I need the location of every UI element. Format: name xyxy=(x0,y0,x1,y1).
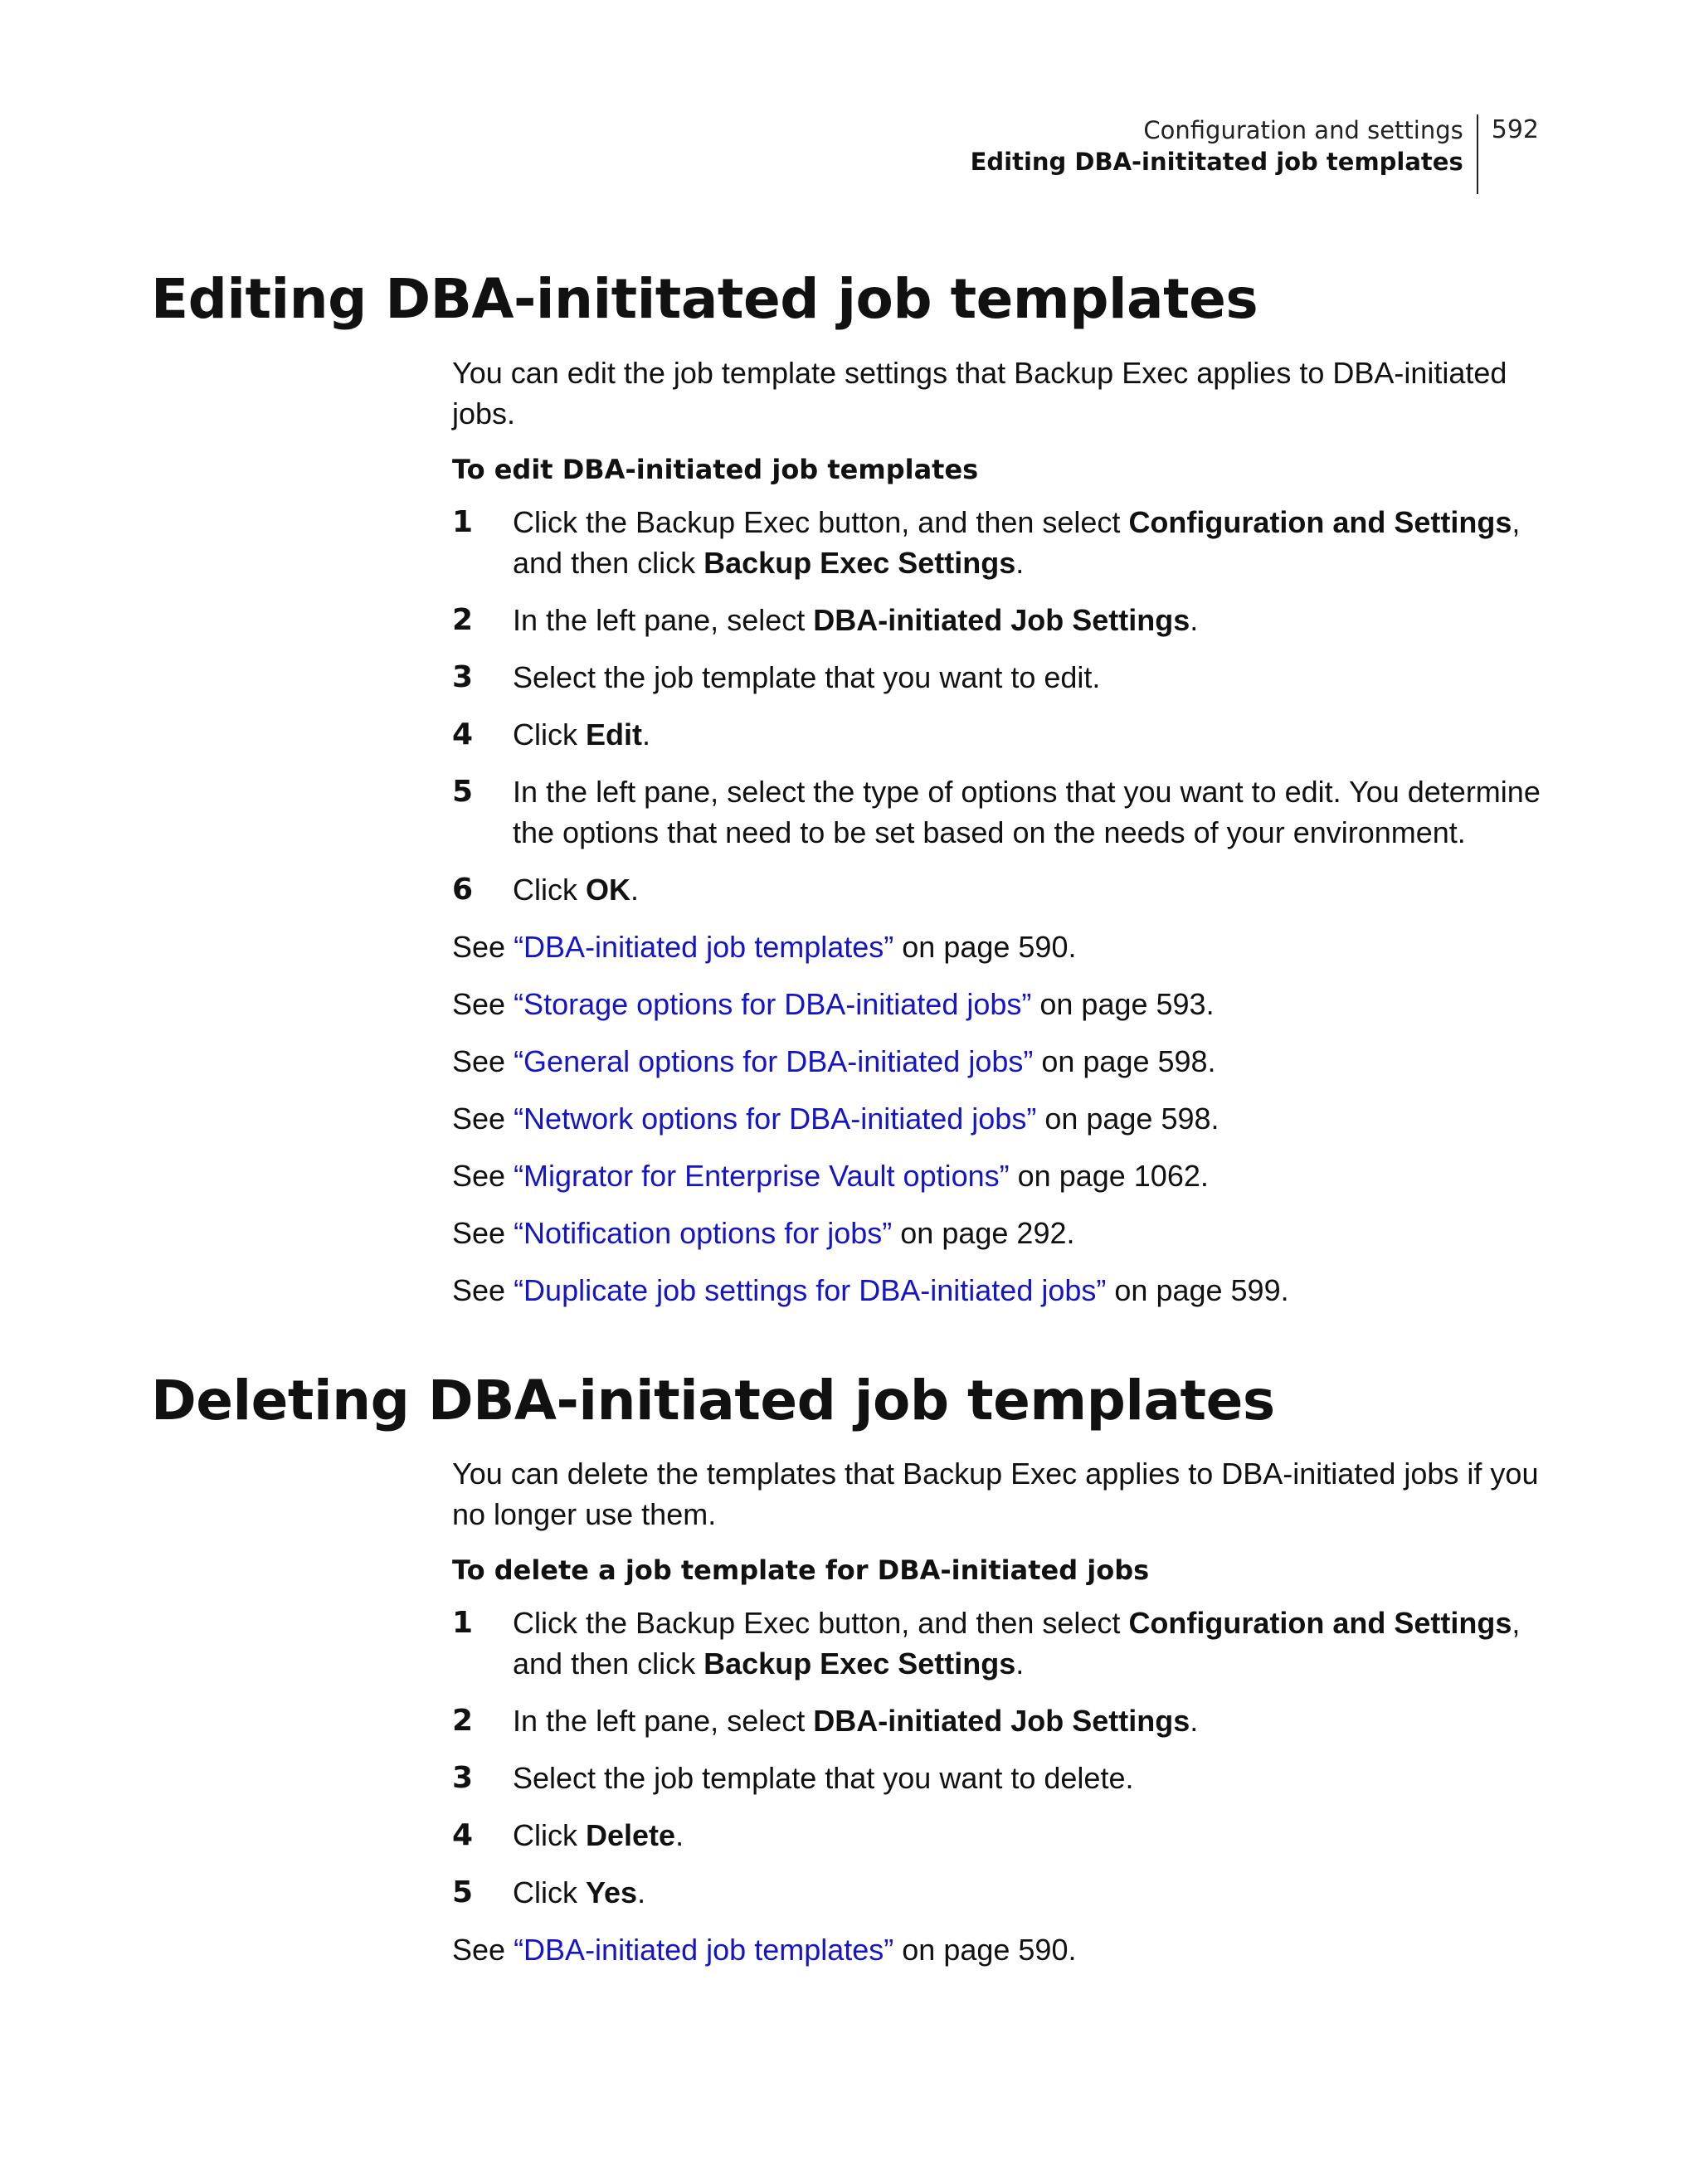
step-bold-term: DBA-initiated Job Settings xyxy=(813,1704,1190,1738)
step-number: 1 xyxy=(452,505,474,539)
step-number: 6 xyxy=(452,873,474,907)
section-title-deleting: Deleting DBA-initiated job templates xyxy=(151,1369,1275,1432)
step-text: Select the job template that you want to delete. xyxy=(513,1761,1134,1795)
running-header xyxy=(971,114,1539,194)
see-also-item xyxy=(452,1270,1555,1311)
step-list xyxy=(452,1603,1555,1913)
section-body-deleting xyxy=(452,1453,1555,1987)
see-also-item xyxy=(452,1041,1555,1082)
see-suffix: on page 1062. xyxy=(1009,1159,1209,1193)
see-prefix: See xyxy=(452,1216,514,1250)
step-item xyxy=(452,714,1555,755)
step-number: 2 xyxy=(452,1704,474,1738)
step-text xyxy=(513,502,1555,583)
header-chapter: Configuration and settings xyxy=(1143,116,1463,144)
cross-reference-link[interactable]: “Storage options for DBA-initiated jobs” xyxy=(514,987,1032,1021)
step-number: 5 xyxy=(452,775,474,809)
step-text-part: Click xyxy=(513,1875,586,1909)
see-suffix: on page 590. xyxy=(893,930,1077,964)
step-item xyxy=(452,1815,1555,1856)
step-bold-term: Backup Exec Settings xyxy=(703,546,1016,580)
step-text-part: In the left pane, select xyxy=(513,603,814,637)
step-text-part: . xyxy=(637,1875,646,1909)
intro-paragraph: You can edit the job template settings that Backup Exec applies to DBA-initiated jobs. xyxy=(452,356,1507,430)
step-text-part: Click the Backup Exec button, and then select xyxy=(513,1606,1129,1640)
step-text-part: Click the Backup Exec button, and then select xyxy=(513,505,1129,539)
step-item xyxy=(452,1872,1555,1913)
cross-reference-link[interactable]: “DBA-initiated job templates” xyxy=(514,930,894,964)
see-prefix: See xyxy=(452,930,514,964)
cross-reference-link[interactable]: “Migrator for Enterprise Vault options” xyxy=(514,1159,1010,1193)
see-also-item xyxy=(452,1213,1555,1253)
step-bold-term: Yes xyxy=(586,1875,638,1909)
step-text xyxy=(513,600,1555,640)
see-prefix: See xyxy=(452,987,514,1021)
cross-reference-link[interactable]: “DBA-initiated job templates” xyxy=(514,1933,894,1967)
step-text: Select the job template that you want to edit. xyxy=(513,660,1101,694)
see-suffix: on page 598. xyxy=(1033,1044,1216,1078)
step-item xyxy=(452,600,1555,640)
see-prefix: See xyxy=(452,1102,514,1136)
step-text-part: In the left pane, select xyxy=(513,1704,814,1738)
step-text-part: . xyxy=(1015,546,1025,580)
step-text-part: , and then click xyxy=(513,505,1521,580)
step-text-part: . xyxy=(642,717,651,752)
step-text-part: Click xyxy=(513,717,586,752)
step-item xyxy=(452,502,1555,583)
step-bold-term: Backup Exec Settings xyxy=(703,1647,1016,1681)
step-text-part: . xyxy=(675,1818,684,1852)
step-text-part: . xyxy=(1190,603,1199,637)
step-text-part: Click xyxy=(513,873,586,907)
step-bold-term: Edit xyxy=(586,717,642,752)
step-text xyxy=(513,1700,1555,1741)
step-text xyxy=(513,1603,1555,1684)
cross-reference-link[interactable]: “Notification options for jobs” xyxy=(514,1216,893,1250)
step-number: 3 xyxy=(452,1761,474,1795)
cross-reference-link[interactable]: “Duplicate job settings for DBA-initiated jobs” xyxy=(514,1273,1107,1307)
step-item xyxy=(452,657,1555,698)
see-suffix: on page 598. xyxy=(1036,1102,1219,1136)
see-prefix: See xyxy=(452,1273,514,1307)
step-text: In the left pane, select the type of options that you want to edit. You determine the options that need to be set based on the needs of your environment. xyxy=(513,775,1541,849)
step-item xyxy=(452,869,1555,910)
intro-paragraph: You can delete the templates that Backup Exec applies to DBA-initiated jobs if you no longer use them. xyxy=(452,1457,1539,1531)
see-suffix: on page 590. xyxy=(893,1933,1077,1967)
step-bold-term: Configuration and Settings xyxy=(1128,505,1512,539)
see-also-item xyxy=(452,927,1555,967)
cross-reference-link[interactable]: “General options for DBA-initiated jobs” xyxy=(514,1044,1034,1078)
step-text-part: Click xyxy=(513,1818,586,1852)
see-suffix: on page 599. xyxy=(1106,1273,1289,1307)
step-text xyxy=(513,869,1555,910)
see-suffix: on page 292. xyxy=(892,1216,1075,1250)
step-item xyxy=(452,1603,1555,1684)
step-bold-term: Configuration and Settings xyxy=(1128,1606,1512,1640)
step-list xyxy=(452,502,1555,910)
section-title-editing: Editing DBA-inititated job templates xyxy=(151,267,1258,331)
procedure-title: To delete a job template for DBA-initiated jobs xyxy=(452,1554,1150,1586)
step-number: 5 xyxy=(452,1875,474,1909)
see-suffix: on page 593. xyxy=(1031,987,1215,1021)
see-also-item xyxy=(452,1098,1555,1139)
step-number: 3 xyxy=(452,660,474,694)
step-bold-term: Delete xyxy=(586,1818,676,1852)
step-text-part: . xyxy=(1015,1647,1025,1681)
step-text xyxy=(513,1872,1555,1913)
step-text-part: . xyxy=(630,873,640,907)
step-text xyxy=(513,1815,1555,1856)
step-number: 4 xyxy=(452,1818,474,1852)
step-number: 1 xyxy=(452,1606,474,1640)
header-section: Editing DBA-inititated job templates xyxy=(970,148,1463,176)
page-number: 592 xyxy=(1491,115,1539,144)
procedure-title: To edit DBA-initiated job templates xyxy=(452,454,979,485)
see-also-item xyxy=(452,984,1555,1024)
step-item xyxy=(452,1758,1555,1798)
header-text xyxy=(971,114,1478,194)
step-item xyxy=(452,1700,1555,1741)
step-text xyxy=(513,714,1555,755)
cross-reference-link[interactable]: “Network options for DBA-initiated jobs” xyxy=(514,1102,1037,1136)
step-number: 2 xyxy=(452,603,474,637)
see-also-list xyxy=(452,1929,1555,1970)
see-prefix: See xyxy=(452,1933,514,1967)
step-item xyxy=(452,771,1555,853)
section-body-editing xyxy=(452,353,1555,1327)
see-prefix: See xyxy=(452,1159,514,1193)
see-also-list xyxy=(452,927,1555,1311)
step-bold-term: DBA-initiated Job Settings xyxy=(813,603,1190,637)
step-text-part: , and then click xyxy=(513,1606,1521,1681)
see-also-item xyxy=(452,1929,1555,1970)
step-number: 4 xyxy=(452,717,474,752)
see-also-item xyxy=(452,1155,1555,1196)
step-text-part: . xyxy=(1190,1704,1199,1738)
step-bold-term: OK xyxy=(586,873,630,907)
see-prefix: See xyxy=(452,1044,514,1078)
